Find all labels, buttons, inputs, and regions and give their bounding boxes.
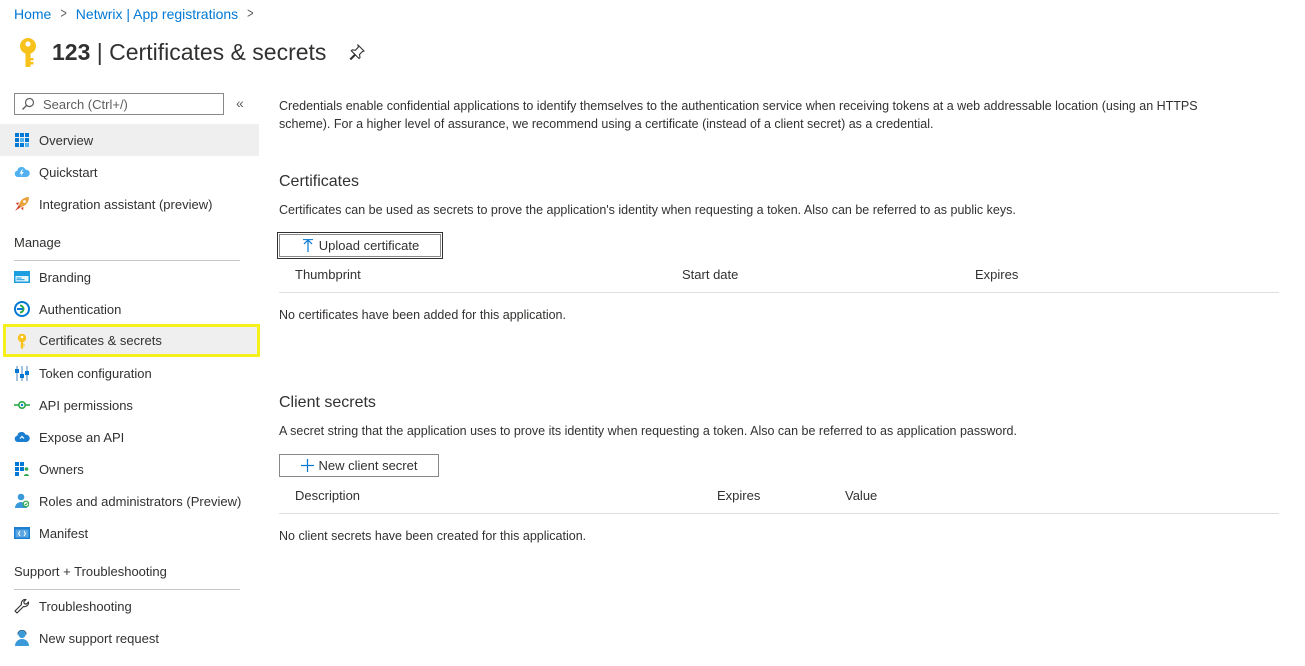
client-secrets-heading: Client secrets (279, 394, 376, 411)
sidebar-item-branding[interactable] (0, 261, 259, 293)
credentials-intro-text: Credentials enable confidential applications to identify themselves to the authentication service when receiving tokens at a web addressable location (using an HTTPS scheme). For a higher level of assurance, we recommend using a certificate (instead of a client secret) as a credential. (279, 99, 1198, 131)
search-icon (21, 97, 35, 111)
breadcrumb-separator: > (247, 6, 254, 22)
sidebar-item-integration-assistant[interactable] (0, 188, 259, 220)
sidebar-item-label: Owners (39, 461, 84, 477)
sidebar-item-owners[interactable] (0, 453, 259, 485)
search-box[interactable] (14, 93, 224, 115)
support-person-icon (14, 630, 30, 646)
rocket-icon (14, 196, 30, 212)
sidebar-item-token-configuration[interactable] (0, 357, 259, 389)
new-client-secret-label: New client secret (318, 458, 418, 473)
plus-icon (301, 459, 315, 473)
sidebar-item-label: Expose an API (39, 429, 125, 445)
api-permissions-icon (14, 397, 30, 413)
breadcrumb-home-link[interactable]: Home (14, 6, 52, 22)
certificates-table-header (279, 259, 1279, 293)
cloud-icon (14, 429, 30, 445)
breadcrumb (14, 5, 263, 23)
pin-icon[interactable] (348, 43, 366, 61)
app-name: 123 (52, 38, 91, 65)
sidebar-item-label: API permissions (39, 397, 133, 413)
sidebar-item-roles-administrators[interactable] (0, 485, 259, 517)
wrench-icon (14, 598, 30, 614)
sidebar-item-troubleshooting[interactable] (0, 590, 259, 622)
owners-icon (14, 461, 30, 477)
collapse-sidebar-icon[interactable]: « (236, 95, 244, 111)
column-description[interactable]: Description (295, 488, 361, 503)
branding-icon (14, 269, 30, 285)
certificates-empty-message: No certificates have been added for this application. (279, 308, 566, 322)
grid-icon (14, 132, 30, 148)
certificates-description: Certificates can be used as secrets to prove the application's identity when requesting a token. Also can be referred to as public keys. (279, 203, 1016, 217)
breadcrumb-separator: > (60, 6, 67, 22)
sidebar-item-certificates-secrets[interactable] (3, 324, 260, 357)
sidebar-item-label: Branding (39, 269, 92, 285)
sidebar-item-label: Overview (39, 132, 94, 148)
sidebar-item-quickstart[interactable] (0, 156, 259, 188)
page-title (52, 39, 326, 66)
sidebar-item-overview[interactable] (0, 124, 259, 156)
sidebar-item-label: New support request (39, 630, 159, 646)
key-icon (14, 32, 42, 72)
roles-icon (14, 493, 30, 509)
column-expires[interactable]: Expires (975, 267, 1019, 282)
page-header (14, 32, 366, 72)
column-thumbprint[interactable]: Thumbprint (295, 267, 361, 282)
sidebar-item-api-permissions[interactable] (0, 389, 259, 421)
authentication-icon (14, 301, 30, 317)
sidebar-item-label: Token configuration (39, 365, 152, 381)
client-secrets-table-header (279, 480, 1279, 514)
client-secrets-description: A secret string that the application uses to prove its identity when requesting a token. Also can be referred to as application password. (279, 424, 1017, 438)
sidebar-item-label: Quickstart (39, 164, 98, 180)
column-expires[interactable]: Expires (717, 488, 761, 503)
column-start-date[interactable]: Start date (682, 267, 739, 282)
sidebar-item-label: Integration assistant (preview) (39, 196, 213, 212)
sliders-icon (14, 365, 30, 381)
search-input[interactable] (43, 97, 213, 112)
certificates-heading: Certificates (279, 173, 360, 190)
sidebar-item-label: Roles and administrators (Preview) (39, 493, 242, 509)
upload-certificate-label: Upload certificate (318, 238, 420, 253)
manifest-icon (14, 525, 30, 541)
support-section-heading: Support + Troubleshooting (14, 564, 240, 590)
column-value[interactable]: Value (845, 488, 878, 503)
new-client-secret-button[interactable] (279, 454, 439, 477)
sidebar-item-label: Certificates & secrets (39, 333, 162, 348)
sidebar-item-label: Authentication (39, 301, 122, 317)
sidebar-item-label: Troubleshooting (39, 598, 132, 614)
page-title-text: | Certificates & secrets (96, 38, 327, 65)
sidebar-item-expose-an-api[interactable] (0, 421, 259, 453)
upload-arrow-icon (301, 239, 315, 253)
breadcrumb-app-registrations-link[interactable]: Netwrix | App registrations (75, 6, 239, 22)
manage-section-heading: Manage (14, 235, 240, 261)
client-secrets-empty-message: No client secrets have been created for this application. (279, 529, 587, 543)
sidebar-item-authentication[interactable] (0, 293, 259, 325)
sidebar-item-manifest[interactable] (0, 517, 259, 549)
sidebar-item-new-support-request[interactable] (0, 622, 259, 654)
cloud-lightning-icon (14, 164, 30, 180)
key-icon (14, 333, 30, 349)
sidebar-item-label: Manifest (39, 525, 89, 541)
upload-certificate-button[interactable] (279, 234, 441, 257)
